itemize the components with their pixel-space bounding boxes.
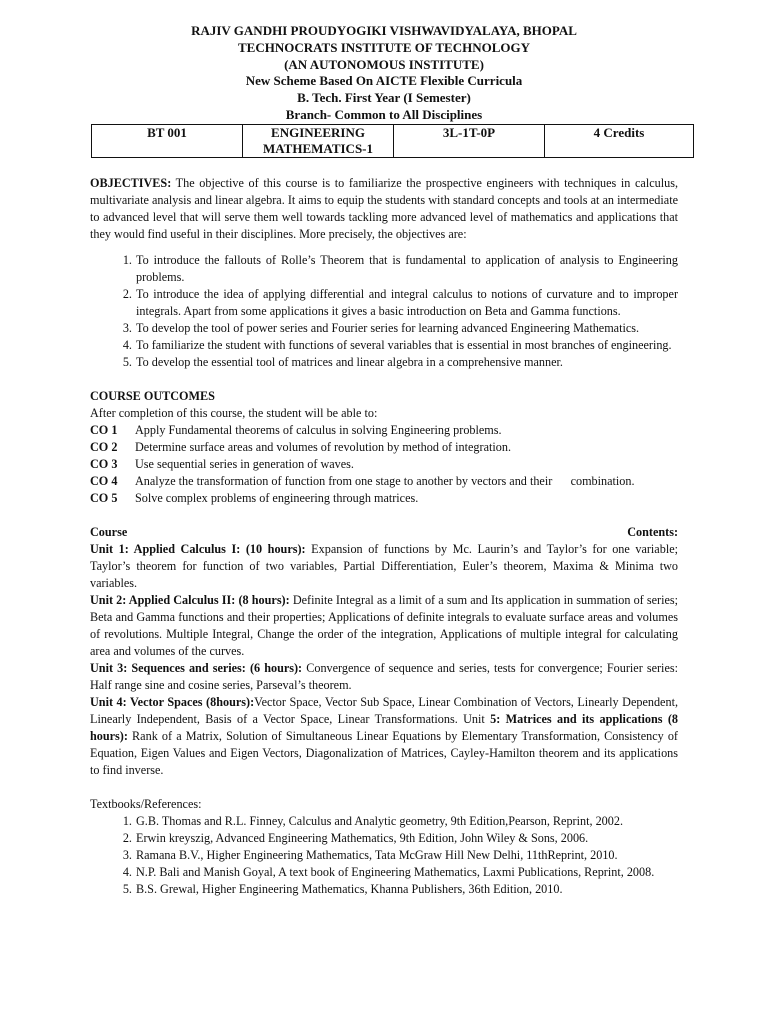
list-item: 3. To develop the tool of power series and Fourier series for learning advanced Engineering Mathematics. <box>135 320 678 337</box>
unit-1 <box>90 541 678 592</box>
outcome-text: Determine surface areas and volumes of revolution by method of integration. <box>135 439 511 454</box>
outcome-text: Apply Fundamental theorems of calculus in solving Engineering problems. <box>135 422 502 437</box>
outcome-code: CO 2 <box>90 439 118 454</box>
outcome-text: Analyze the transformation of function from one stage to another by vectors and their combination. <box>135 473 635 488</box>
contents-heading <box>90 524 678 541</box>
list-item: 2. To introduce the idea of applying differential and integral calculus to notions of curvature and to improper integrals. Apart from some applications it gives a basic introduction on Beta and Gamma functions. <box>135 286 678 320</box>
unit-3-label: Unit 3: Sequences and series: (6 hours): <box>90 660 303 675</box>
outcome-text: Use sequential series in generation of waves. <box>135 456 354 471</box>
list-item: 3. Ramana B.V., Higher Engineering Mathematics, Tata McGraw Hill New Delhi, 11thReprint, 2010. <box>135 847 678 864</box>
course-name <box>243 124 394 157</box>
outcome-text: Solve complex problems of engineering through matrices. <box>135 490 419 505</box>
list-item: 1. To introduce the fallouts of Rolle’s Theorem that is fundamental to application of analysis to Engineering problems. <box>135 252 678 286</box>
course-ltp-text: 3L-1T-0P <box>442 124 496 140</box>
outcomes-intro: After completion of this course, the student will be able to: <box>90 405 378 420</box>
course-info-table <box>91 124 694 158</box>
outcome-code: CO 4 <box>90 473 118 488</box>
unit-3-text: Convergence of sequence and series, tests for convergence; Fourier series: Half range sine and cosine series, Parseval’s theorem. <box>90 660 678 692</box>
list-item: 4. To familiarize the student with functions of several variables that is essential in most branches of engineering. <box>135 337 678 354</box>
course-credits-text: 4 Credits <box>593 124 645 140</box>
unit-5-text: Rank of a Matrix, Solution of Simultaneous Linear Equations by Elementary Transformation, Consistency of Equation, Eigen Values and Eigen Vectors, Diagonalization of Matrices, Cayley-Hamilton theorem and its applications to find inverse. <box>90 728 678 777</box>
outcome-row <box>90 490 678 507</box>
outcome-code: CO 1 <box>90 422 118 437</box>
university-name: RAJIV GANDHI PROUDYOGIKI VISHWAVIDYALAYA, BHOPAL <box>191 23 577 38</box>
unit-1-label: Unit 1: Applied Calculus I: (10 hours): <box>90 541 306 556</box>
unit-5-label: 5: Matrices and its applications (8 hours): <box>90 711 678 743</box>
course-name-line2: MATHEMATICS-1 <box>262 140 374 156</box>
objectives-paragraph <box>90 175 678 243</box>
institute-name: TECHNOCRATS INSTITUTE OF TECHNOLOGY <box>238 39 530 55</box>
contents-heading-left: Course <box>90 524 128 539</box>
objectives-label: OBJECTIVES: <box>90 175 172 190</box>
unit-4-text: Vector Space, Vector Sub Space, Linear Combination of Vectors, Linearly Dependent, Linearly Independent, Basis of a Vector Space, Linear Transformations. <box>90 694 678 726</box>
outcome-code: CO 5 <box>90 490 118 505</box>
scheme-label: New Scheme Based On AICTE Flexible Curricula <box>245 73 523 89</box>
course-code-text: BT 001 <box>147 124 187 140</box>
list-item: 5. B.S. Grewal, Higher Engineering Mathematics, Khanna Publishers, 36th Edition, 2010. <box>135 881 678 898</box>
list-item: 1. G.B. Thomas and R.L. Finney, Calculus and Analytic geometry, 9th Edition,Pearson, Reprint, 2002. <box>135 813 678 830</box>
list-item: 4. N.P. Bali and Manish Goyal, A text book of Engineering Mathematics, Laxmi Publications, Reprint, 2008. <box>135 864 678 881</box>
document-header <box>90 23 678 124</box>
outcome-row <box>90 439 678 456</box>
branch-label: Branch- Common to All Disciplines <box>285 106 483 122</box>
outcome-code: CO 3 <box>90 456 118 471</box>
course-code <box>92 124 243 157</box>
unit-1-text: Expansion of functions by Mc. Laurin’s and Taylor’s for one variable; Taylor’s theorem for function of two variables, Partial Differentiation, Euler’s theorem, Maxima & Minima two variables. <box>90 541 678 590</box>
unit-2 <box>90 592 678 660</box>
references-list <box>90 813 678 898</box>
program-label: B. Tech. First Year (I Semester) <box>297 90 471 106</box>
unit-4-label: Unit 4: Vector Spaces (8hours): <box>90 694 255 709</box>
objectives-list <box>90 252 678 371</box>
unit-5-prefix: Unit <box>457 711 491 726</box>
contents-heading-right: Contents: <box>627 524 678 539</box>
outcome-row <box>90 422 678 439</box>
objectives-text: The objective of this course is to familiarize the prospective engineers with techniques in calculus, multivariate analysis and linear algebra. It aims to equip the students with standard concepts and tools at an intermediate to advanced level that will serve them well towards tackling more advanced level of mathematics and applications that they would find useful in their disciplines. More precisely, the objectives are: <box>90 175 678 241</box>
autonomous-label: (AN AUTONOMOUS INSTITUTE) <box>284 56 484 72</box>
outcome-row <box>90 456 678 473</box>
unit-4-5 <box>90 694 678 779</box>
unit-2-label: Unit 2: Applied Calculus II: (8 hours): <box>90 592 290 607</box>
course-ltp <box>394 124 545 157</box>
course-info-row <box>92 124 694 157</box>
unit-2-text: Definite Integral as a limit of a sum and Its application in summation of series; Beta and Gamma functions and their properties; Applications of definite integrals to evaluate surface areas and volumes of revolutions. Multiple Integral, Change the order of the integration, Applications of multiple integral for calculating area and volumes of the curves. <box>90 592 679 658</box>
outcome-row <box>90 473 678 490</box>
list-item: 5. To develop the essential tool of matrices and linear algebra in a comprehensive manner. <box>135 354 678 371</box>
references-title: Textbooks/References: <box>90 796 202 811</box>
list-item: 2. Erwin kreyszig, Advanced Engineering Mathematics, 9th Edition, John Wiley & Sons, 2006. <box>135 830 678 847</box>
outcomes-list <box>90 422 678 507</box>
unit-3 <box>90 660 678 694</box>
outcomes-title: COURSE OUTCOMES <box>90 388 215 403</box>
course-credits <box>545 124 694 157</box>
course-name-line1: ENGINEERING <box>271 124 365 140</box>
